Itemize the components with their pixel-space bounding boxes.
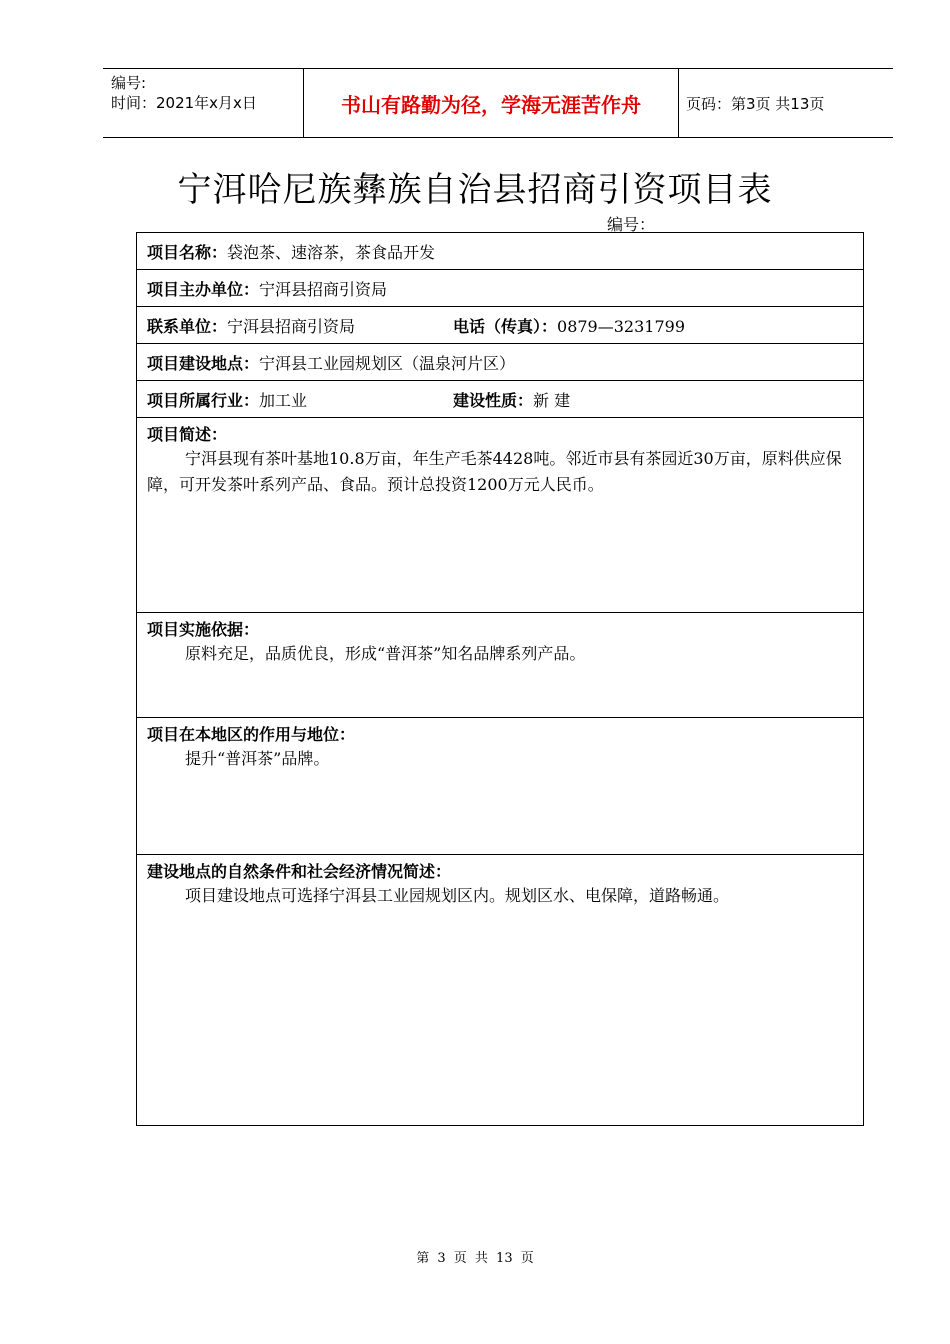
summary-text: 宁洱县现有茶叶基地10.8万亩，年生产毛茶4428吨。邻近市县有茶园近30万亩，原料供应保障，可开发茶叶系列产品、食品。预计总投资1200万元人民币。: [147, 449, 842, 494]
contact-value: 宁洱县招商引资局: [227, 316, 356, 336]
nature-label: 建设性质：: [453, 390, 534, 410]
row-summary: [137, 418, 863, 613]
project-table: [136, 232, 864, 1126]
header-motto: 书山有路勤为径，学海无涯苦作舟: [341, 92, 641, 117]
code-label: 编号：: [607, 215, 656, 234]
industry-value: 加工业: [259, 390, 308, 410]
industry-label: 项目所属行业：: [147, 390, 260, 410]
project-name-value: 袋泡茶、速溶茶，茶食品开发: [227, 242, 436, 262]
header-code-label: 编号:: [111, 74, 147, 92]
row-role: [137, 718, 863, 855]
row-project-name: [137, 233, 863, 270]
role-text: 提升“普洱茶”品牌。: [185, 749, 330, 768]
basis-label: 项目实施依据：: [147, 620, 260, 639]
row-site: [137, 344, 863, 381]
contact-label: 联系单位：: [147, 316, 228, 336]
nature-value: 新 建: [533, 390, 571, 410]
page-header: [103, 68, 893, 138]
conditions-text: 项目建设地点可选择宁洱县工业园规划区内。规划区水、电保障，道路畅通。: [185, 886, 730, 905]
row-basis: [137, 613, 863, 718]
host-label: 项目主办单位：: [147, 279, 260, 299]
summary-label: 项目简述：: [147, 425, 228, 444]
site-label: 项目建设地点：: [147, 353, 260, 373]
site-value: 宁洱县工业园规划区（温泉河片区）: [259, 353, 516, 373]
role-label: 项目在本地区的作用与地位：: [147, 725, 356, 744]
phone-value: 0879—3231799: [557, 316, 685, 336]
row-host: [137, 270, 863, 307]
conditions-label: 建设地点的自然条件和社会经济情况简述：: [147, 862, 452, 881]
document-title: 宁洱哈尼族彝族自治县招商引资项目表: [177, 170, 773, 210]
phone-label: 电话（传真）：: [453, 316, 558, 336]
header-time: 时间：2021年x月x日: [111, 94, 257, 112]
basis-text: 原料充足，品质优良，形成“普洱茶”知名品牌系列产品。: [185, 644, 586, 663]
row-conditions: [137, 855, 863, 1125]
host-value: 宁洱县招商引资局: [259, 279, 388, 299]
row-industry: [137, 381, 863, 418]
header-meta: [111, 73, 257, 113]
page-footer: 第 3 页 共 13 页: [416, 1251, 534, 1266]
project-name-label: 项目名称：: [147, 242, 228, 262]
header-divider: [678, 69, 679, 137]
row-contact: [137, 307, 863, 344]
header-page-info: 页码：第3页 共13页: [686, 94, 825, 113]
